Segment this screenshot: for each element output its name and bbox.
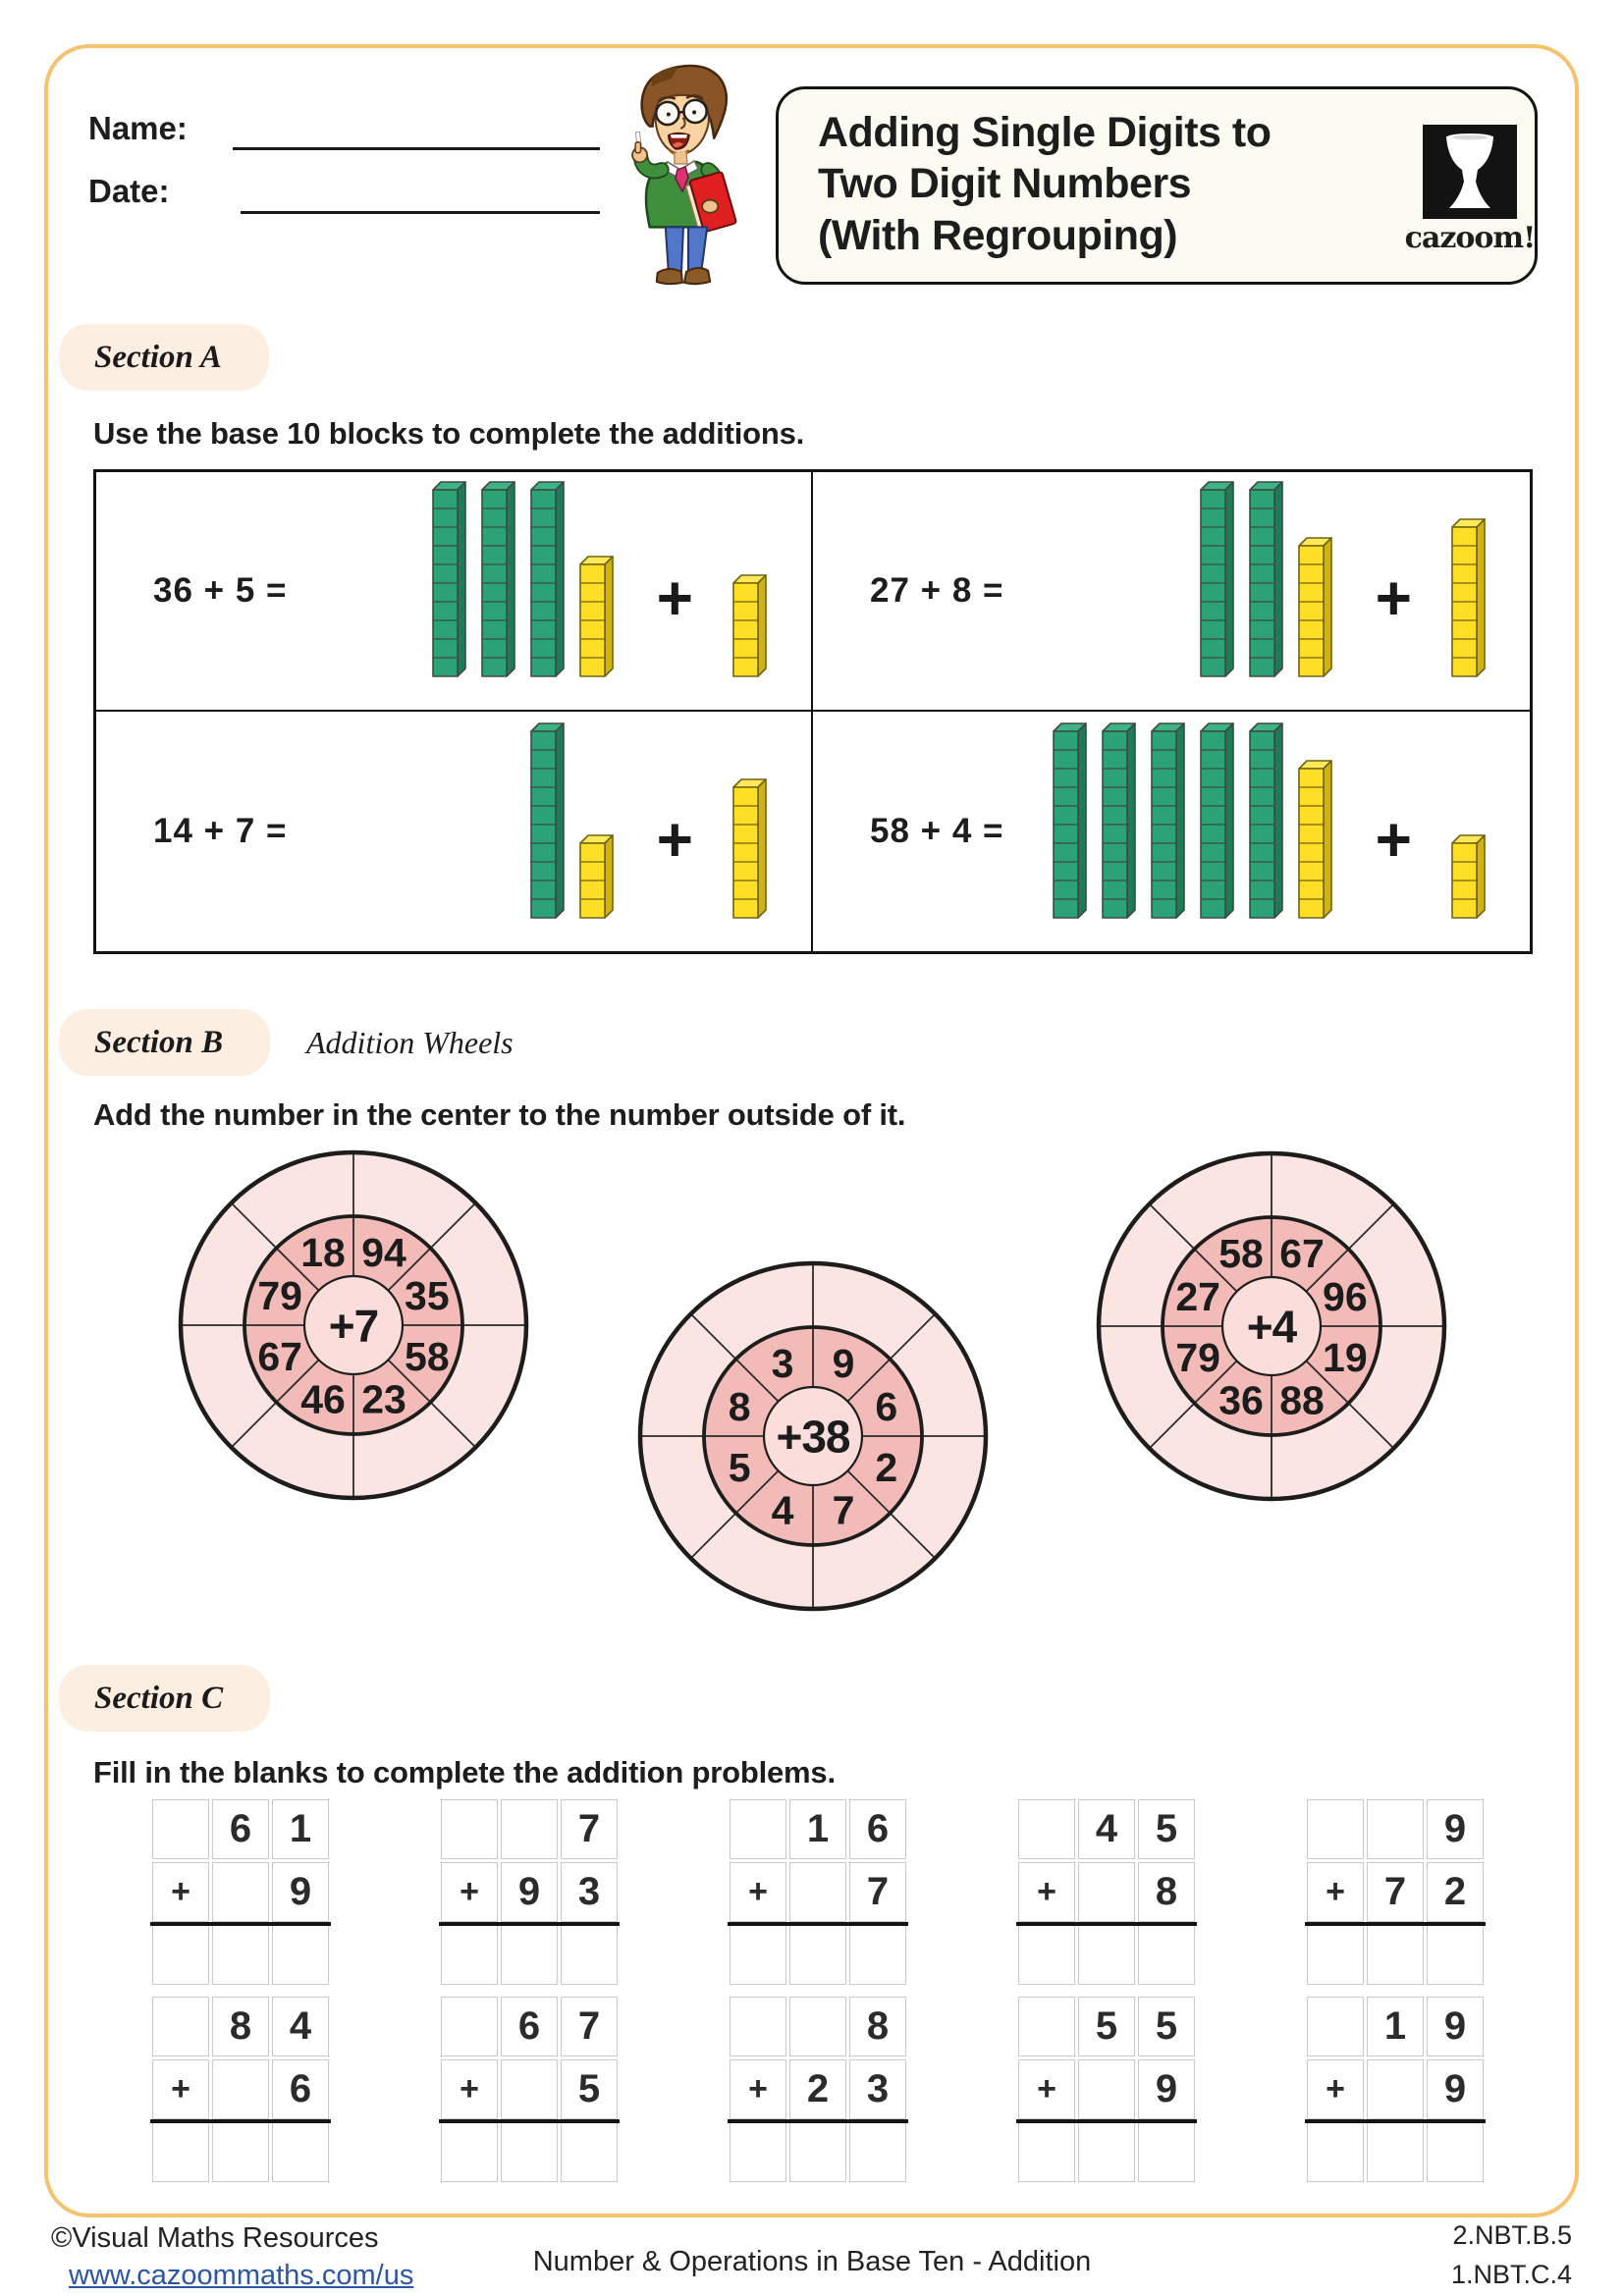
blank-cell[interactable] (1018, 1997, 1075, 2056)
problem-label: 36 + 5 = (153, 571, 288, 610)
wheel-number: 96 (1323, 1273, 1368, 1319)
blank-cell[interactable] (152, 1799, 209, 1859)
answer-cell[interactable] (152, 2122, 209, 2182)
answer-cell[interactable] (1078, 1925, 1135, 1985)
digit-cell: 1 (272, 1799, 329, 1859)
plus-sign: + (656, 562, 693, 634)
addition-grid (1307, 1799, 1484, 1985)
wheel-number: 79 (257, 1272, 302, 1318)
addition-grids-row-2 (152, 1997, 1484, 2182)
equals-line (1305, 1922, 1486, 1926)
digit-cell: 1 (789, 1799, 846, 1859)
wheel-center-number: +38 (776, 1411, 850, 1463)
digit-cell: 9 (1138, 2059, 1195, 2119)
ones-stack (1450, 833, 1487, 920)
blank-cell[interactable] (1307, 1799, 1364, 1859)
answer-cell[interactable] (1367, 2122, 1424, 2182)
plus-cell: + (730, 2059, 786, 2119)
section-b-instruction: Add the number in the center to the number outside of it. (93, 1097, 906, 1132)
equals-line (1305, 2119, 1486, 2123)
page-title (818, 107, 1271, 261)
plus-cell: + (1018, 2059, 1075, 2119)
addition-grid (1307, 1997, 1484, 2182)
problem-label: 14 + 7 = (153, 812, 288, 850)
digit-cell: 7 (561, 1799, 618, 1859)
digit-cell: 7 (561, 1997, 618, 2056)
digit-cell: 3 (849, 2059, 906, 2119)
answer-cell[interactable] (441, 1925, 498, 1985)
wheel-center-number: +4 (1246, 1301, 1297, 1353)
digit-cell: 3 (561, 1862, 618, 1922)
digit-cell: 6 (272, 2059, 329, 2119)
equals-line (150, 2119, 331, 2123)
plus-sign: + (1375, 804, 1412, 876)
digit-cell: 6 (212, 1799, 269, 1859)
answer-cell[interactable] (1138, 1925, 1195, 1985)
blank-cell[interactable] (152, 1997, 209, 2056)
addition-grids-row-1 (152, 1799, 1484, 1985)
equals-line (1016, 1922, 1197, 1926)
tens-rod (1052, 721, 1088, 920)
wheel-number: 9 (832, 1340, 855, 1386)
problem-label: 27 + 8 = (870, 571, 1004, 610)
wheel-number: 46 (300, 1376, 346, 1422)
blank-cell[interactable] (441, 1799, 498, 1859)
section-b-subtitle: Addition Wheels (306, 1025, 514, 1060)
digit-cell: 1 (1367, 1997, 1424, 2056)
section-c-badge: Section C (59, 1665, 270, 1732)
wheel-number: 23 (361, 1376, 406, 1422)
equals-line (150, 1922, 331, 1926)
answer-cell[interactable] (789, 2122, 846, 2182)
digit-cell: 8 (1138, 1862, 1195, 1922)
tens-rod (480, 480, 516, 678)
ones-stack (731, 777, 768, 920)
base10-blocks (529, 721, 768, 920)
wheel-number: 2 (875, 1444, 898, 1490)
wheel-number: 58 (405, 1333, 450, 1379)
blank-cell[interactable] (1018, 1799, 1075, 1859)
addition-grid (152, 1799, 329, 1985)
addition-grid (1018, 1997, 1195, 2182)
answer-cell[interactable] (272, 1925, 329, 1985)
date-label: Date: (88, 173, 170, 209)
answer-cell[interactable] (1427, 2122, 1484, 2182)
digit-cell: 4 (272, 1997, 329, 2056)
digit-cell: 9 (501, 1862, 558, 1922)
wheel-number: 18 (300, 1229, 346, 1275)
answer-cell[interactable] (272, 2122, 329, 2182)
teacher-illustration (611, 59, 762, 296)
addition-grid (1018, 1799, 1195, 1985)
blank-cell[interactable] (1078, 2059, 1135, 2119)
addition-grid (152, 1997, 329, 2182)
wheel-number: 67 (1279, 1230, 1325, 1276)
base10-problem-cell[interactable] (813, 712, 1530, 951)
tens-rod (1199, 480, 1235, 678)
blank-cell[interactable] (212, 2059, 269, 2119)
plus-sign: + (656, 804, 693, 876)
title-line-3: (With Regrouping) (818, 211, 1178, 259)
blank-cell[interactable] (789, 1997, 846, 2056)
digit-cell: 7 (849, 1862, 906, 1922)
tens-rod (1150, 721, 1186, 920)
digit-cell: 9 (1427, 2059, 1484, 2119)
standard-code-1: 2.NBT.B.5 (1452, 2220, 1572, 2250)
blank-cell[interactable] (1367, 2059, 1424, 2119)
equals-line (439, 2119, 620, 2123)
equals-line (728, 2119, 908, 2123)
blank-cell[interactable] (1307, 1997, 1364, 2056)
wheel-number: 5 (728, 1444, 751, 1490)
tens-rod (1248, 480, 1284, 678)
digit-cell: 9 (1427, 1997, 1484, 2056)
digit-cell: 5 (1078, 1997, 1135, 2056)
ones-stack (1450, 517, 1487, 678)
addition-grid (730, 1799, 906, 1985)
digit-cell: 8 (849, 1997, 906, 2056)
wheel-number: 94 (361, 1229, 406, 1275)
digit-cell: 6 (501, 1997, 558, 2056)
answer-cell[interactable] (1018, 1925, 1075, 1985)
base10-problem-cell[interactable] (96, 472, 813, 712)
plus-cell: + (1307, 1862, 1364, 1922)
addition-grid (441, 1997, 618, 2182)
plus-cell: + (152, 1862, 209, 1922)
wheel-number: 79 (1175, 1334, 1220, 1380)
base10-problem-cell[interactable] (96, 712, 813, 951)
ones-stack (1297, 759, 1333, 920)
digit-cell: 7 (1367, 1862, 1424, 1922)
name-label: Name: (88, 110, 188, 146)
digit-cell: 2 (1427, 1862, 1484, 1922)
section-a-instruction: Use the base 10 blocks to complete the additions. (93, 416, 805, 451)
answer-cell[interactable] (212, 2122, 269, 2182)
equals-line (1016, 2119, 1197, 2123)
answer-cell[interactable] (1307, 2122, 1364, 2182)
answer-cell[interactable] (730, 1925, 786, 1985)
addition-grid (441, 1799, 618, 1985)
title-line-1: Adding Single Digits to (818, 109, 1272, 156)
wheel-number: 67 (257, 1333, 302, 1379)
answer-cell[interactable] (441, 2122, 498, 2182)
title-line-2: Two Digit Numbers (818, 160, 1192, 208)
cazoom-drum-icon (1423, 125, 1517, 219)
plus-cell: + (441, 1862, 498, 1922)
section-b-badge: Section B (59, 1009, 270, 1076)
tens-rod (529, 480, 566, 678)
answer-cell[interactable] (730, 2122, 786, 2182)
cazoom-logo-text: cazoom! (1404, 221, 1536, 255)
addition-wheel[interactable] (172, 1144, 535, 1507)
wheel-number: 58 (1218, 1230, 1264, 1276)
answer-cell[interactable] (501, 1925, 558, 1985)
digit-cell: 8 (212, 1997, 269, 2056)
tens-rod (1248, 721, 1284, 920)
addition-wheel[interactable] (631, 1255, 995, 1618)
website-link[interactable]: www.cazoommaths.com/us (69, 2260, 414, 2291)
base10-blocks (1199, 480, 1487, 678)
answer-cell[interactable] (1138, 2122, 1195, 2182)
answer-cell[interactable] (561, 1925, 618, 1985)
tens-rod (1199, 721, 1235, 920)
plus-cell: + (1018, 1862, 1075, 1922)
digit-cell: 5 (561, 2059, 618, 2119)
wheel-number: 7 (832, 1487, 855, 1533)
answer-cell[interactable] (152, 1925, 209, 1985)
blank-cell[interactable] (501, 2059, 558, 2119)
answer-cell[interactable] (1078, 2122, 1135, 2182)
ones-stack (1297, 536, 1333, 678)
answer-cell[interactable] (561, 2122, 618, 2182)
plus-sign: + (1375, 562, 1412, 634)
base10-table (93, 469, 1533, 954)
answer-cell[interactable] (789, 1925, 846, 1985)
wheel-number: 19 (1323, 1334, 1368, 1380)
standard-code-2: 1.NBT.C.4 (1450, 2260, 1572, 2289)
copyright-text: ©Visual Maths Resources (51, 2222, 379, 2254)
digit-cell: 2 (789, 2059, 846, 2119)
title-box (776, 86, 1538, 285)
date-line[interactable] (241, 211, 600, 214)
base10-blocks (1052, 721, 1487, 920)
base10-blocks (431, 480, 768, 678)
plus-cell: + (152, 2059, 209, 2119)
wheel-number: 36 (1218, 1377, 1264, 1423)
tens-rod (431, 480, 467, 678)
answer-cell[interactable] (501, 2122, 558, 2182)
wheel-number: 27 (1175, 1273, 1220, 1319)
footer-topic-text: Number & Operations in Base Ten - Addition (532, 2246, 1092, 2277)
name-line[interactable] (233, 147, 600, 150)
digit-cell: 5 (1138, 1997, 1195, 2056)
digit-cell: 4 (1078, 1799, 1135, 1859)
addition-grid (730, 1997, 906, 2182)
answer-cell[interactable] (1427, 1925, 1484, 1985)
addition-wheel[interactable] (1090, 1145, 1453, 1508)
wheel-number: 8 (728, 1383, 751, 1429)
answer-cell[interactable] (1307, 1925, 1364, 1985)
equals-line (728, 1922, 908, 1926)
plus-cell: + (730, 1862, 786, 1922)
answer-cell[interactable] (212, 1925, 269, 1985)
wheel-center-number: +7 (328, 1300, 379, 1352)
problem-label: 58 + 4 = (870, 812, 1004, 850)
plus-cell: + (1307, 2059, 1364, 2119)
ones-stack (578, 555, 615, 678)
plus-cell: + (441, 2059, 498, 2119)
answer-cell[interactable] (849, 1925, 906, 1985)
blank-cell[interactable] (730, 1997, 786, 2056)
ones-stack (731, 573, 768, 678)
digit-cell: 9 (272, 1862, 329, 1922)
tens-rod (1101, 721, 1137, 920)
base10-problem-cell[interactable] (813, 472, 1530, 712)
blank-cell[interactable] (501, 1799, 558, 1859)
digit-cell: 6 (849, 1799, 906, 1859)
wheel-number: 4 (771, 1487, 794, 1533)
wheel-number: 3 (771, 1340, 794, 1386)
tens-rod (529, 721, 566, 920)
section-a-badge: Section A (59, 324, 269, 391)
digit-cell: 9 (1427, 1799, 1484, 1859)
blank-cell[interactable] (212, 1862, 269, 1922)
blank-cell[interactable] (1367, 1799, 1424, 1859)
equals-line (439, 1922, 620, 1926)
blank-cell[interactable] (789, 1862, 846, 1922)
ones-stack (578, 833, 615, 920)
wheel-number: 6 (875, 1383, 898, 1429)
section-c-instruction: Fill in the blanks to complete the addition problems. (93, 1755, 836, 1789)
wheel-number: 35 (405, 1272, 450, 1318)
answer-cell[interactable] (1018, 2122, 1075, 2182)
blank-cell[interactable] (441, 1997, 498, 2056)
blank-cell[interactable] (730, 1799, 786, 1859)
wheel-number: 88 (1279, 1377, 1325, 1423)
answer-cell[interactable] (1367, 1925, 1424, 1985)
answer-cell[interactable] (849, 2122, 906, 2182)
blank-cell[interactable] (1078, 1862, 1135, 1922)
digit-cell: 5 (1138, 1799, 1195, 1859)
